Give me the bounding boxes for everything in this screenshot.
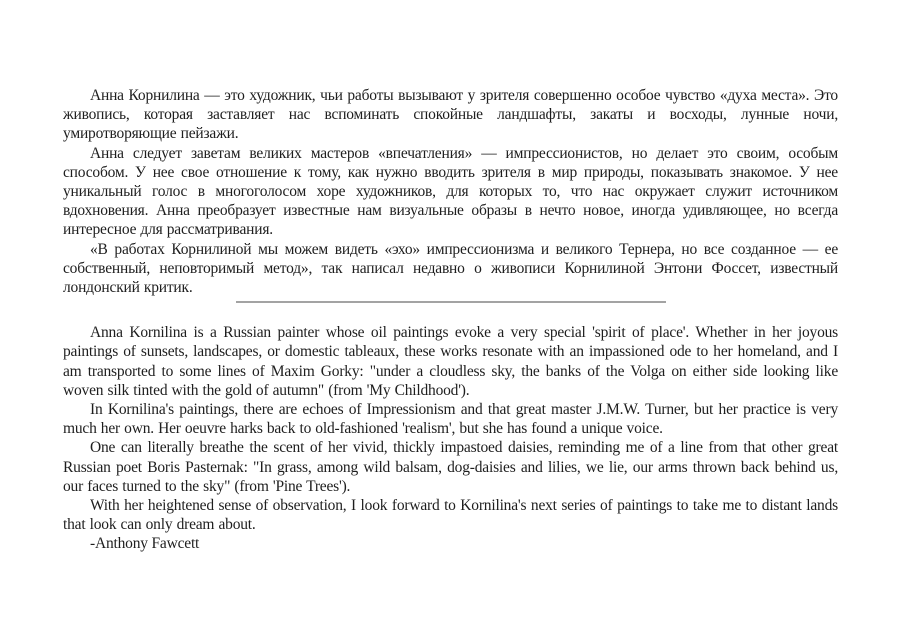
- signature: -Anthony Fawcett: [90, 535, 200, 553]
- english-text-block: [63, 323, 838, 534]
- paragraph: One can literally breathe the scent of her vivid, thickly impastoed daisies, reminding me of a line from that other great Russian poet Boris Pasternak: "In grass, among wild balsam, dog-daisies and lilies, we lie, our arms thrown back behind us, our faces turned to the sky" (from 'Pine Trees').: [63, 439, 838, 495]
- paragraph: Анна Корнилина — это художник, чьи работы вызывают у зрителя совершенно особое чувство «духа места». Это живопись, которая заставляет нас вспоминать спокойные ландшафты, закаты и восходы, лунные ночи, умиротворяющие пейзажи.: [63, 87, 838, 143]
- section-divider: [236, 301, 666, 303]
- paragraph: Анна следует заветам великих мастеров «впечатления» — импрессионистов, но делает это своим, особым способом. У нее свое отношение к тому, как нужно вводить зрителя в мир природы, показывать знакомое. У нее уникальный голос в многоголосом хоре художников, для которых то, что нас окружает служит источником вдохновения. Анна преобразует известные нам визуальные образы в нечто новое, иногда удивляющее, но всегда интересное для рассматривания.: [63, 144, 838, 239]
- paragraph: «В работах Корнилиной мы можем видеть «эхо» импрессионизма и великого Тернера, но все созданное — ее собственный, неповторимый метод», так написал недавно о живописи Корнилиной Энтони Фоссет, известный лондонский критик.: [63, 240, 838, 297]
- paragraph: Anna Kornilina is a Russian painter whose oil paintings evoke a very special 'spirit of place'. Whether in her joyous paintings of sunsets, landscapes, or domestic tableaux, these works resonate with an impassioned ode to her homeland, and I am transported to some lines of Maxim Gorky: "under a cloudless sky, the banks of the Volga on either side looking like woven silk tinted with the gold of autumn" (from 'My Childhood').: [63, 324, 838, 399]
- russian-text-block: [63, 86, 838, 297]
- paragraph: With her heightened sense of observation, I look forward to Kornilina's next series of paintings to take me to distant lands that look can only dream about.: [63, 497, 838, 534]
- paragraph: In Kornilina's paintings, there are echoes of Impressionism and that great master J.M.W. Turner, but her practice is very much her own. Her oeuvre harks back to old-fashioned 'realism', but she has found a unique voice.: [63, 401, 838, 438]
